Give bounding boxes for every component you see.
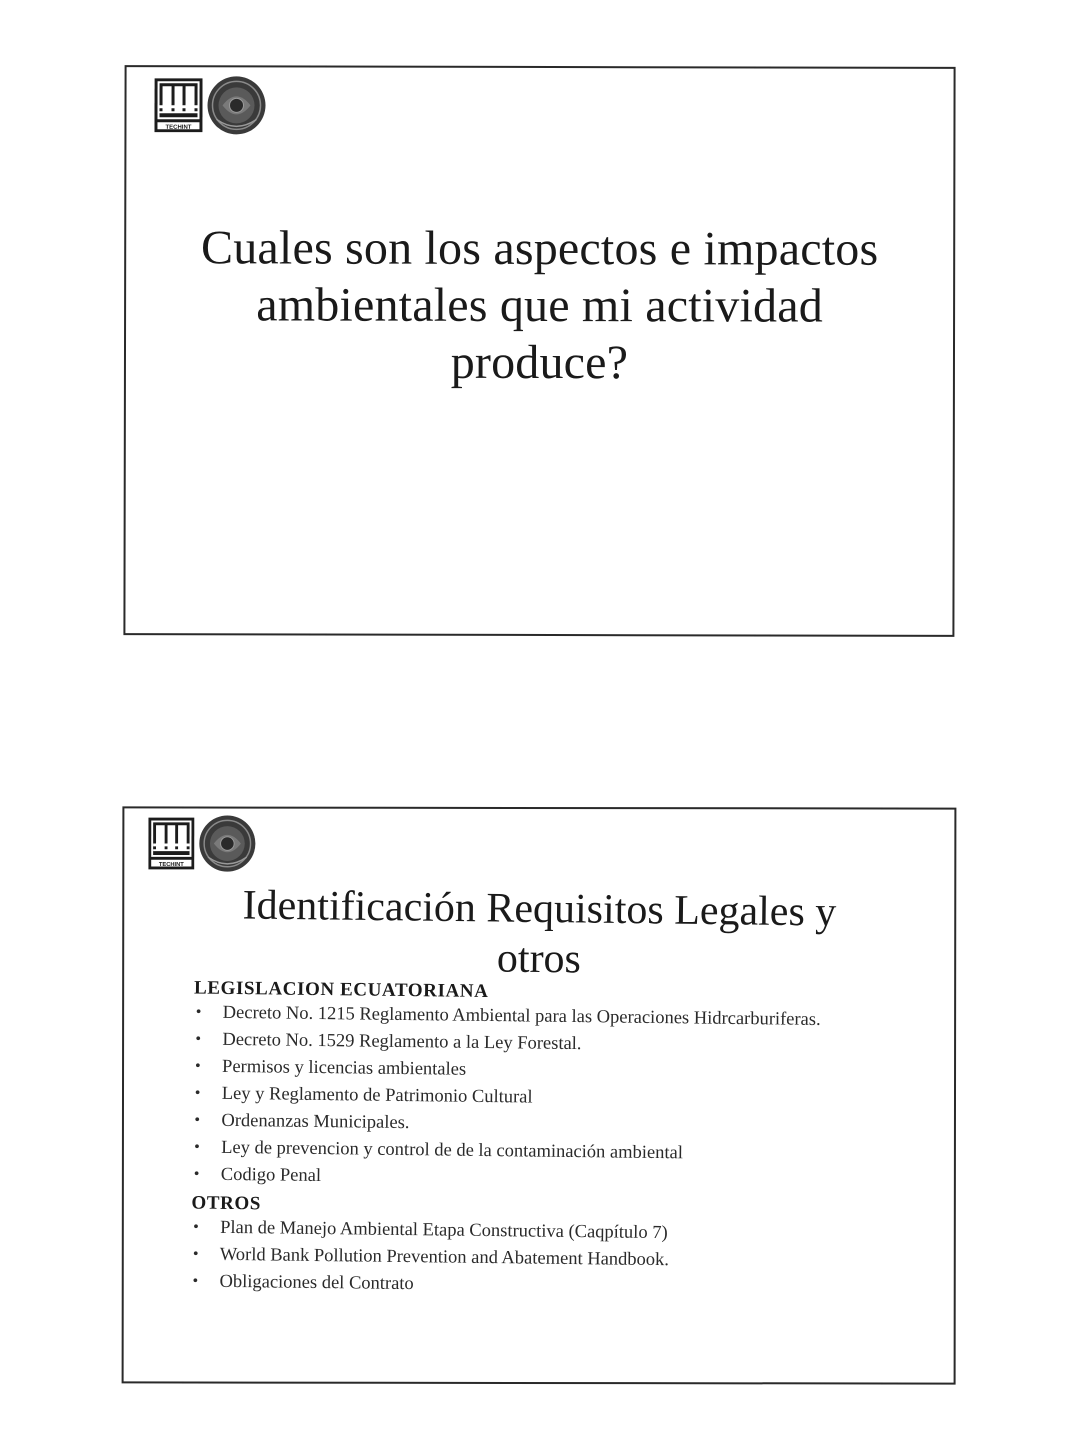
seal-emblem-icon — [198, 815, 256, 873]
list-item: • Obligaciones del Contrato — [190, 1271, 890, 1299]
list-item: • Ley de prevencion y control de de la contaminación ambiental — [192, 1138, 892, 1166]
svg-text:TECHINT: TECHINT — [165, 124, 192, 131]
slide-title — [126, 219, 953, 392]
list-item: • Decreto No. 1529 Reglamento a la Ley Forestal. — [193, 1030, 893, 1058]
logo-group — [154, 75, 266, 135]
slide-2 — [122, 806, 957, 1384]
title-line: otros — [496, 935, 582, 983]
techint-logo-icon — [154, 78, 202, 132]
bullet-list-otros — [190, 1218, 891, 1300]
bullet-list-legislacion — [192, 1003, 894, 1193]
section-heading-legislacion: LEGISLACION ECUATORIANA — [193, 977, 489, 1003]
list-item: • Decreto No. 1215 Reglamento Ambiental para las Operaciones Hidrcarburiferas. — [194, 1003, 894, 1031]
list-item: • Codigo Penal — [192, 1165, 892, 1193]
list-item: • Ordenanzas Municipales. — [192, 1111, 892, 1139]
slide-1 — [123, 65, 955, 637]
list-item: • Ley y Reglamento de Patrimonio Cultural — [193, 1084, 893, 1112]
slide-title — [164, 880, 915, 989]
techint-logo-icon — [148, 816, 194, 870]
title-line: Identificación Requisitos Legales y — [242, 882, 837, 936]
title-line: produce? — [450, 335, 629, 390]
title-line: Cuales son los aspectos e impactos — [200, 221, 879, 276]
section-heading-otros: OTROS — [191, 1192, 262, 1215]
slide-content — [190, 977, 894, 1307]
logo-group — [148, 814, 256, 872]
list-item: • Plan de Manejo Ambiental Etapa Constructiva (Caqpítulo 7) — [191, 1218, 891, 1246]
title-line: ambientales que mi actividad — [256, 278, 824, 333]
seal-emblem-icon — [206, 75, 266, 135]
list-item: • Permisos y licencias ambientales — [193, 1057, 893, 1085]
list-item: • World Bank Pollution Prevention and Abatement Handbook. — [191, 1244, 891, 1272]
svg-text:TECHINT: TECHINT — [158, 861, 184, 869]
